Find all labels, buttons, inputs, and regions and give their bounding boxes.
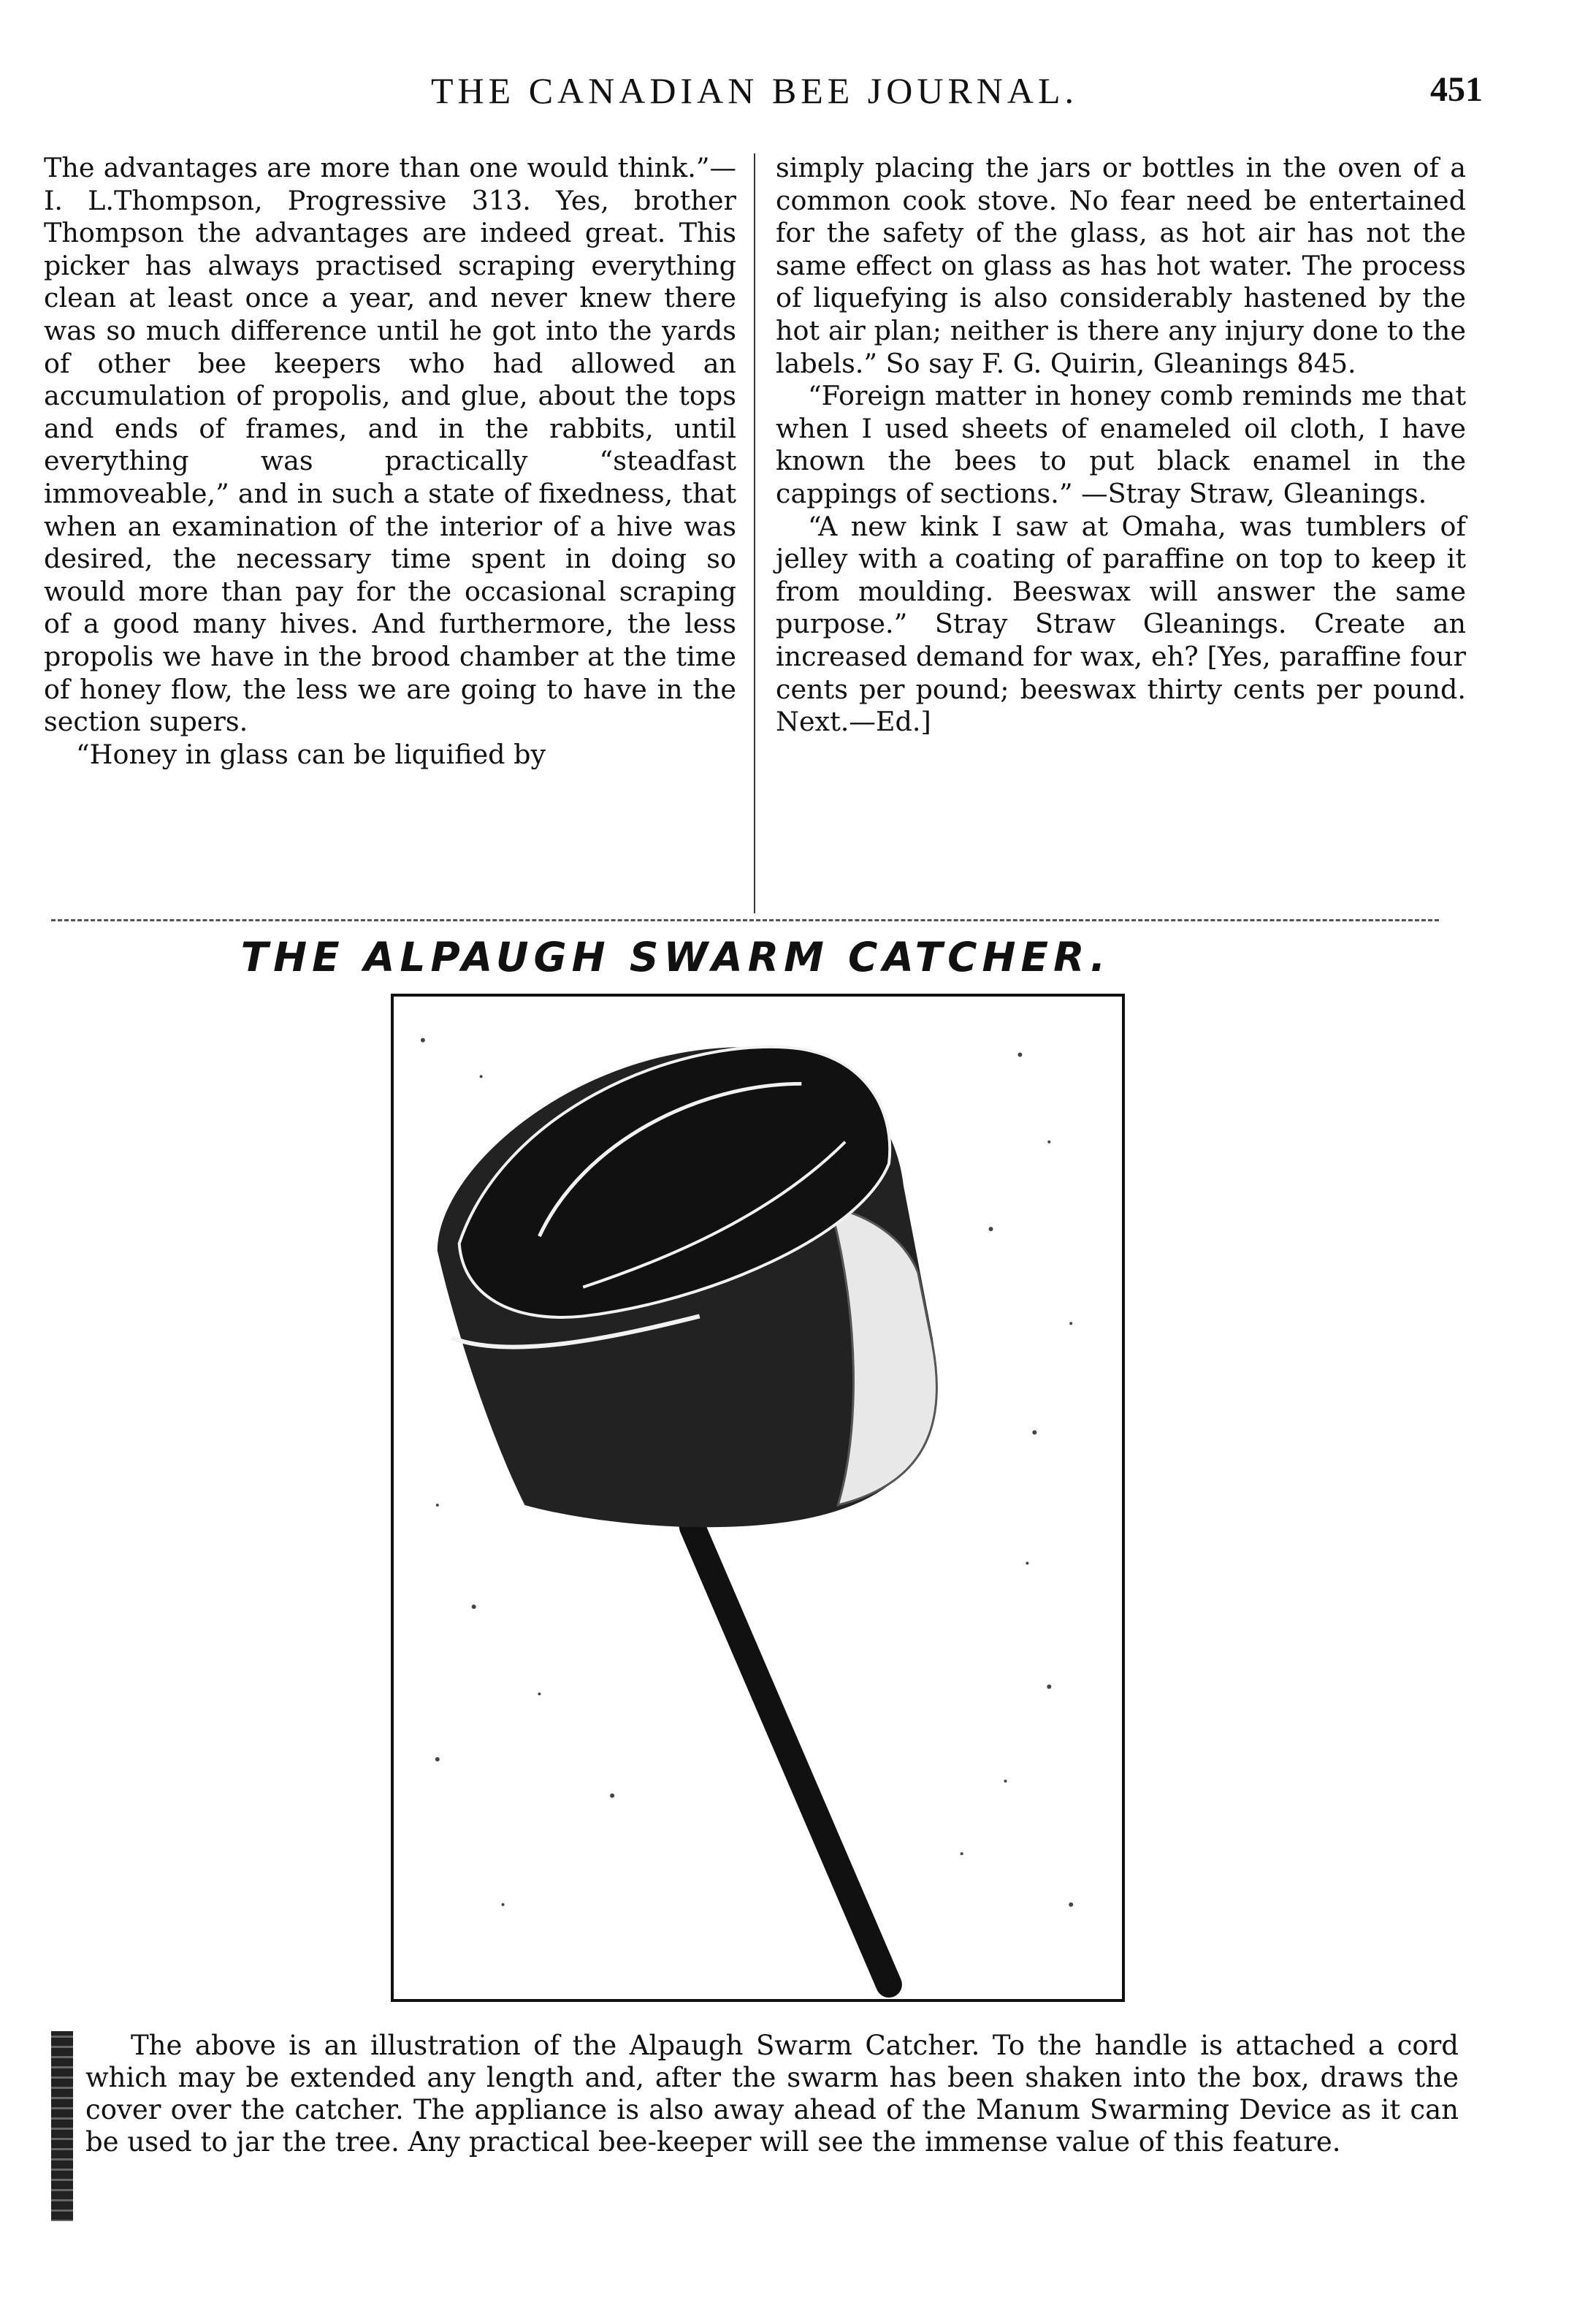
running-header [409,69,1483,121]
margin-mark [51,2031,73,2221]
paragraph: “Honey in glass can be liquified by [76,738,546,770]
swarm-catcher-drawing [394,997,1122,1999]
caption-text: The above is an illustration of the Alpaugh Swarm Catcher. To the handle is attached a cord which may be extended any length and, after the swarm has been shaken into the box, draws the cover over the catcher. The appliance is also away ahead of the Manum Swarming Device as it can be used to jar the tree. Any practical bee-keeper will see the immense value of this feature. [85,2030,1459,2158]
page-number: 451 [1430,70,1483,109]
figure-caption [85,2030,1459,2158]
swarm-catcher-illustration [391,994,1125,2002]
paragraph: simply placing the jars or bottles in the oven of a common cook stove. No fear need be entertained for the safety of the glass, as hot air has not the same effect on glass as has hot water. The process of liquefying is also considerably hastened by the hot air plan; neither is there any injury done to the labels.” So say F. G. Quirin, Gleanings 845. [776,152,1466,379]
section-rule [51,919,1439,921]
handle-pole [692,1527,889,1984]
column-divider [754,153,755,913]
paragraph: “Foreign matter in honey comb reminds me that when I used sheets of enameled oil cloth, I have known the bees to put black enamel in the cappings of sections.” —Stray Straw, Gleanings. [776,380,1466,509]
journal-title: THE CANADIAN BEE JOURNAL. [431,70,1079,111]
paragraph: “A new kink I saw at Omaha, was tumblers of jelley with a coating of paraffine on top to keep it from moulding. Beeswax will answer the same purpose.” Stray Straw Gleanings. Create an increased demand for wax, eh? [Yes, paraffine four cents per pound; beeswax thirty cents per pound. Next.—Ed.] [776,510,1466,738]
left-column [44,152,736,771]
right-column [776,152,1466,739]
section-title: THE ALPAUGH SWARM CATCHER. [240,934,1111,981]
paragraph: The advantages are more than one would think.”—I. L.Thompson, Progressive 313. Yes, brother Thompson the advantages are indeed great. This picker has always practised scraping everything clean at least once a year, and never knew there was so much difference until he got into the yards of other bee keepers who had allowed an accumulation of propolis, and glue, about the tops and ends of frames, and in the rabbits, until everything was practically “steadfast immoveable,” and in such a state of fixedness, that when an examination of the interior of a hive was desired, the necessary time spent in doing so would more than pay for the occasional scraping of a good many hives. And furthermore, the less propolis we have in the brood chamber at the time of honey flow, the less we are going to have in the section supers. [44,152,736,738]
